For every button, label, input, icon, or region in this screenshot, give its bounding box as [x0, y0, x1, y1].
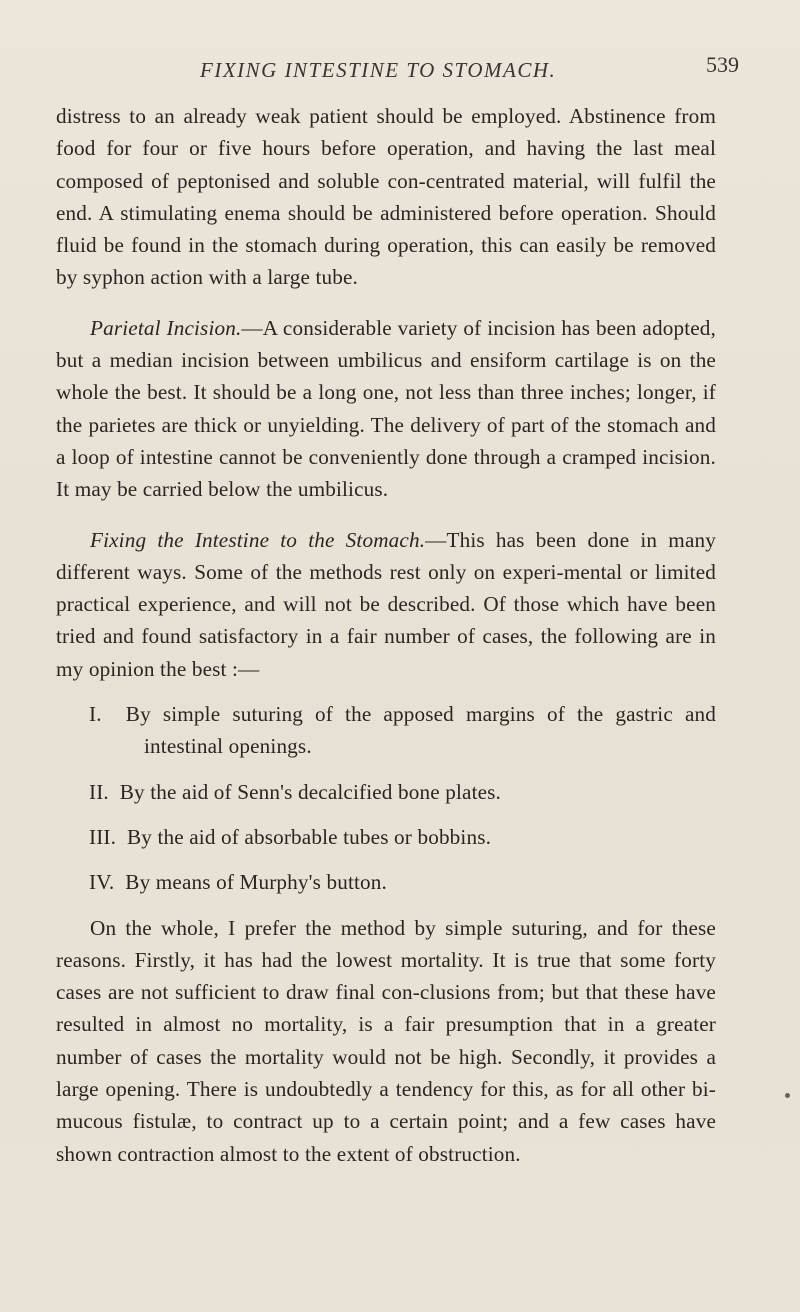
paragraph-conclusion: On the whole, I prefer the method by simple suturing, and for these reasons. Firstly, it has had the lowest mortality. It is true that some forty cases are not sufficient to draw final con-clusions from; but that these have resulted in almost no mortality, is a fair presumption that in a greater number of cases the mortality would not be high. Secondly, it provides a large opening. There is undoubtedly a tendency for this, as for all other bi-mucous fistulæ, to contract up to a certain point; and a few cases have shown contraction almost to the extent of obstruction.	[56, 915, 716, 1166]
paragraph-parietal-incision	[56, 312, 716, 506]
list-text: By simple suturing of the apposed margins of the gastric and intestinal openings.	[125, 702, 716, 759]
list-item	[56, 821, 716, 853]
list-item	[56, 866, 716, 898]
list-item	[56, 698, 716, 763]
paper-speck	[785, 1093, 790, 1098]
section-heading-parietal-incision: Parietal Incision.	[90, 315, 242, 340]
section-heading-fixing-intestine: Fixing the Intestine to the Stomach.	[90, 527, 426, 552]
list-number: III.	[89, 824, 117, 849]
paragraph-continuation: distress to an already weak patient should be employed. Abstinence from food for four or five hours before operation, and having the last meal composed of peptonised and soluble con-centrated material, will fulfil the end. A stimulating enema should be administered before operation. Should fluid be found in the stomach during operation, this can easily be removed by syphon action with a large tube.	[56, 104, 716, 290]
list-text: By the aid of Senn's decalcified bone plates.	[119, 779, 502, 804]
list-item	[56, 776, 716, 808]
list-number: IV.	[89, 870, 115, 895]
body-text	[56, 100, 716, 1170]
page-number: 539	[706, 52, 739, 77]
paragraph-text: —This has been done in many different ways. Some of the methods rest only on experi-mental or limited practical experience, and will not be described. Of those which have been tried and found satisfactory in a fair number of cases, the following are in my opinion the best :—	[56, 527, 716, 681]
paragraph-text: —A considerable variety of incision has been adopted, but a median incision between umbilicus and ensiform cartilage is on the whole the best. It should be a long one, not less than three inches; longer, if the parietes are thick or unyielding. The delivery of part of the stomach and a loop of intestine cannot be conveniently done through a cramped incision. It may be carried below the umbilicus.	[56, 315, 716, 502]
paragraph-fixing-intestine	[56, 524, 716, 685]
list-number: I.	[89, 702, 102, 727]
running-title: FIXING INTESTINE TO STOMACH.	[200, 58, 557, 82]
list-number: II.	[89, 779, 109, 804]
list-text: By the aid of absorbable tubes or bobbins.	[126, 824, 492, 849]
list-text: By means of Murphy's button.	[125, 870, 387, 895]
